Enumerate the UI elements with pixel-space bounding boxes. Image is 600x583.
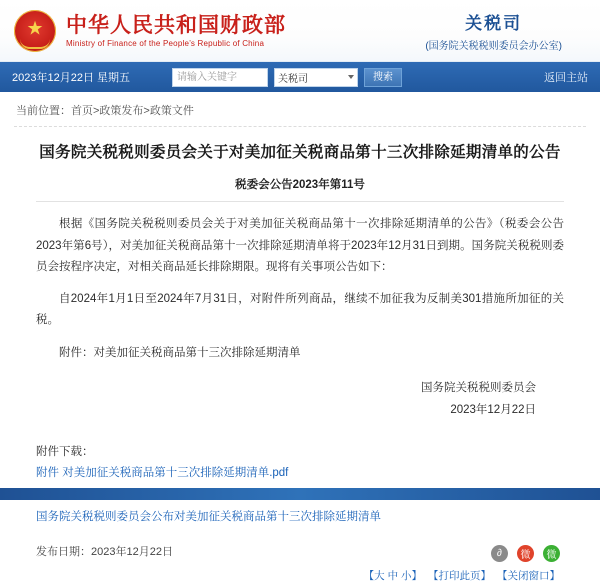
ministry-title-block — [66, 13, 286, 48]
ministry-name-en: Ministry of Finance of the People’s Republic of China — [66, 39, 286, 48]
emblem-wheat — [20, 39, 50, 49]
back-to-home-link[interactable]: 返回主站 — [544, 69, 588, 85]
print-tool[interactable] — [428, 568, 491, 583]
font-size-tool[interactable] — [364, 568, 422, 583]
breadcrumb[interactable]: 当前位置：首页>政策发布>政策文件 — [14, 92, 586, 127]
page-tools — [14, 562, 586, 583]
search-scope-select[interactable] — [274, 68, 358, 87]
weibo-icon[interactable]: 微 — [517, 545, 534, 562]
search-scope-value: 关税司 — [278, 70, 308, 85]
wechat-icon[interactable]: 微 — [543, 545, 560, 562]
department-subtitle: (国务院关税税则委员会办公室) — [425, 37, 562, 52]
related-label: 相关文章： — [36, 485, 564, 507]
utility-toolbar — [0, 62, 600, 92]
attachment-download-link[interactable]: 附件 对美加征关税商品第十三次排除延期清单.pdf — [36, 467, 288, 479]
department-block — [425, 9, 586, 52]
bottom-bar — [0, 488, 600, 500]
signature-date: 2023年12月22日 — [36, 400, 536, 422]
divider — [36, 201, 564, 202]
search-area — [172, 68, 402, 87]
article-paragraph-1: 根据《国务院关税税则委员会关于对美加征关税商品第十一次排除延期清单的公告》（税委会公告2023年第6号），对美加征关税商品第十一次排除延期清单将于2023年12月31日到期。国务院关税税则委员会按程序决定，对相关商品延长排除期限。现将有关事项公告如下： — [36, 214, 564, 278]
site-header — [0, 0, 600, 62]
search-input[interactable] — [172, 68, 268, 87]
related-article-link[interactable]: 国务院关税税则委员会公布对美加征关税商品第十三次排除延期清单 — [36, 511, 381, 523]
attachments-section — [36, 442, 564, 529]
national-emblem-icon — [14, 10, 56, 52]
search-button[interactable]: 搜索 — [364, 68, 402, 87]
signature-block — [36, 378, 564, 422]
ministry-name-cn: 中华人民共和国财政部 — [66, 13, 286, 37]
document-number: 税委会公告2023年第11号 — [36, 176, 564, 192]
department-name: 关税司 — [425, 9, 562, 34]
signer-name: 国务院关税税则委员会 — [36, 378, 536, 400]
emblem-star: ★ — [26, 19, 43, 38]
close-window-tool[interactable] — [497, 568, 560, 583]
publish-date-label: 发布日期： — [36, 546, 91, 558]
chevron-down-icon — [348, 75, 354, 79]
article-paragraph-2: 自2024年1月1日至2024年7月31日，对附件所列商品，继续不加征我为反制美301措施所加征的关税。 — [36, 289, 564, 332]
downloads-label: 附件下载： — [36, 442, 564, 464]
publish-date-value: 2023年12月22日 — [91, 546, 173, 558]
page-title: 国务院关税税则委员会关于对美加征关税商品第十三次排除延期清单的公告 — [36, 141, 564, 164]
article-attachment-line: 附件：对美加征关税商品第十三次排除延期清单 — [36, 343, 564, 364]
share-icon[interactable]: ∂ — [491, 545, 508, 562]
page-body — [0, 92, 600, 583]
current-date: 2023年12月22日 星期五 — [12, 69, 130, 85]
